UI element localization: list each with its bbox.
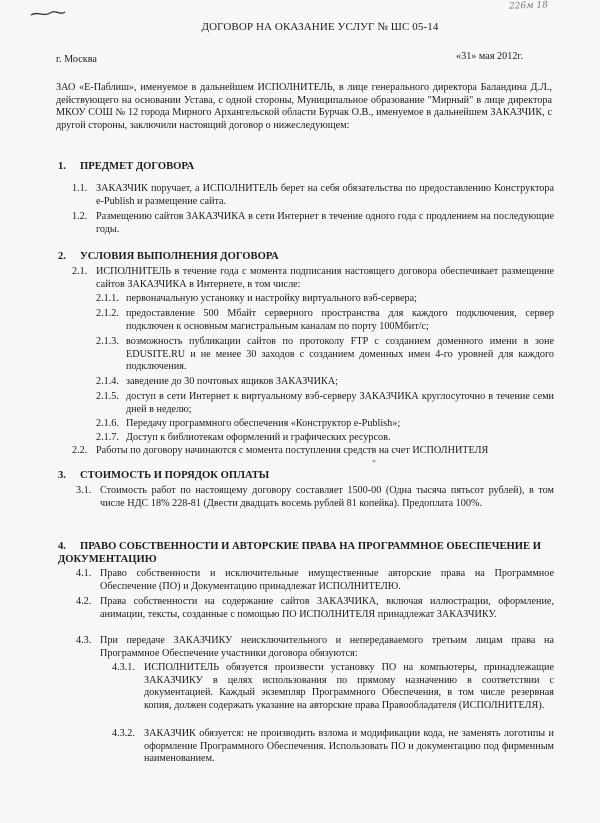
section-title: ПРЕДМЕТ ДОГОВОРА (80, 161, 195, 172)
clause-4-3 (76, 635, 554, 660)
clause-number: 4.3. (76, 635, 92, 646)
clause-number: 2.1. (72, 266, 88, 277)
clause-text: ИСПОЛНИТЕЛЬ в течение года с момента подписания настоящего договора обеспечивает размещение сайтов ЗАКАЗЧИКА в Интернете, в том числе: (96, 266, 554, 290)
clause-2-1-3 (96, 336, 554, 374)
clause-text: Право собственности и исключительные имущественные авторские права на Программное Обеспечение (ПО) и Документацию принадлежат ИСПОЛНИТЕЛЮ. (100, 568, 554, 592)
section-number: 3. (58, 470, 66, 481)
contract-date: «31» мая 2012г. (456, 51, 524, 62)
clause-number: 2.1.7. (96, 432, 119, 443)
clause-1-1 (72, 183, 554, 208)
clause-number: 2.1.2. (96, 308, 119, 319)
clause-2-1-6 (96, 418, 554, 431)
clause-text: возможность публикации сайтов по протоколу FTP с созданием доменного имени в зоне EDUSITE.RU и не менее 30 заходов с созданием доменных имен 4-го уровней для каждого подключения. (126, 336, 554, 373)
clause-2-1-7 (96, 432, 554, 445)
clause-text: предоставление 500 Мбайт серверного пространства для каждого подключения, сервер подключен к основным магистральным каналам по порту 100Мбит/с; (126, 308, 554, 332)
handwritten-note: 226м 18 (508, 0, 549, 12)
clause-2-1-5 (96, 391, 554, 416)
pen-scribble-mark (30, 10, 66, 18)
clause-number: 2.1.4. (96, 376, 119, 387)
contract-title: ДОГОВОР НА ОКАЗАНИЕ УСЛУГ № ШС 05-14 (201, 21, 439, 33)
clause-4-1 (76, 568, 554, 593)
clause-number: 1.2. (72, 211, 88, 222)
clause-number: 4.1. (76, 568, 92, 579)
clause-1-2 (72, 211, 554, 236)
section-heading-1 (58, 161, 194, 174)
clause-text: При передаче ЗАКАЗЧИКУ неисключительного и непередаваемого третьим лицам права на Программное Обеспечение участники договора обязуются: (100, 635, 554, 659)
clause-3-1 (76, 485, 554, 510)
clause-4-3-1 (112, 662, 554, 712)
clause-number: 3.1. (76, 485, 92, 496)
clause-number: 1.1. (72, 183, 88, 194)
clause-text: ИСПОЛНИТЕЛЬ обязуется произвести установку ПО на компьютеры, принадлежащие ЗАКАЗЧИКУ в целях использования по прямому назначению в соответствии с документацией. Каждый экземпляр Программного Обеспечения, в том числе резервная копия, должен содержать указание на авторские права Правообладателя (ИСПОЛНИТЕЛЯ). (144, 662, 554, 711)
intro-paragraph: ЗАО «Е-Паблиш», именуемое в дальнейшем ИСПОЛНИТЕЛЬ, в лице генерального директора Баландина Д.Л., действующего на основании Устава, с одной стороны, Муниципальное образование "Мирный" в лице директора МКОУ СОШ № 12 города Мирного Архангельской области Бурчак О.В., именуемое в дальнейшем ЗАКАЗЧИК, с другой стороны, заключили настоящий договор о нижеследующем: (56, 82, 552, 131)
clause-number: 4.3.1. (112, 662, 135, 673)
clause-4-3-2 (112, 728, 554, 766)
section-title: УСЛОВИЯ ВЫПОЛНЕНИЯ ДОГОВОРА (80, 251, 279, 262)
clause-text: ЗАКАЗЧИК поручает, а ИСПОЛНИТЕЛЬ берет на себя обязательства по предоставлению Конструктора e-Publish и размещение сайта. (96, 183, 554, 207)
section-number: 4. (58, 541, 66, 552)
clause-text: Права собственности на содержание сайтов ЗАКАЗЧИКА, включая иллюстрации, оформление, анимации, тексты, созданные с помощью ПО ИСПОЛНИТЕЛЯ принадлежат ЗАКАЗЧИКУ. (100, 596, 554, 620)
clause-2-2 (72, 445, 566, 458)
clause-number: 2.1.1. (96, 293, 119, 304)
section-title: ПРАВО СОБСТВЕННОСТИ И АВТОРСКИЕ ПРАВА НА ПРОГРАММНОЕ ОБЕСПЕЧЕНИЕ И ДОКУМЕНТАЦИЮ (58, 541, 541, 565)
clause-4-2 (76, 596, 554, 621)
clause-number: 2.2. (72, 445, 88, 456)
clause-text: Доступ к библиотекам оформлений и графических ресурсов. (126, 432, 391, 443)
clause-2-1-2 (96, 308, 554, 333)
clause-2-1 (72, 266, 554, 291)
clause-2-1-1 (96, 293, 554, 306)
stray-mark: * (372, 458, 376, 467)
section-number: 1. (58, 161, 66, 172)
clause-number: 4.3.2. (112, 728, 135, 739)
section-title: СТОИМОСТЬ И ПОРЯДОК ОПЛАТЫ (80, 470, 270, 481)
section-heading-3 (58, 470, 269, 483)
clause-number: 4.2. (76, 596, 92, 607)
clause-text: Стоимость работ по настоящему договору составляет 1500-00 (Одна тысяча пятьсот рублей), в том числе НДС 18% 228-81 (Двести двадцать восемь рублей 81 копейка). Предоплата 100%. (100, 485, 554, 509)
section-number: 2. (58, 251, 66, 262)
clause-text: ЗАКАЗЧИК обязуется: не производить взлома и модификации кода, не заменять логотипы и оформление Программного Обеспечения. Использовать ПО и документацию под фирменным наименованием. (144, 728, 554, 765)
clause-number: 2.1.5. (96, 391, 119, 402)
clause-number: 2.1.6. (96, 418, 119, 429)
clause-text: заведение до 30 почтовых ящиков ЗАКАЗЧИКА; (126, 376, 338, 387)
clause-number: 2.1.3. (96, 336, 119, 347)
clause-text: Размещению сайтов ЗАКАЗЧИКА в сети Интернет в течение одного года с продлением на последующие годы. (96, 211, 554, 235)
clause-text: Передачу программного обеспечения «Конструктор e-Publish»; (126, 418, 401, 429)
clause-2-1-4 (96, 376, 554, 389)
section-heading-4 (58, 541, 553, 566)
contract-city: г. Москва (56, 54, 97, 65)
clause-text: доступ в сети Интернет к виртуальному вэб-серверу ЗАКАЗЧИКА круглосуточно в течение семи дней в неделю; (126, 391, 554, 415)
section-heading-2 (58, 251, 279, 264)
clause-text: Работы по договору начинаются с момента поступления средств на счет ИСПОЛНИТЕЛЯ (96, 445, 489, 456)
clause-text: первоначальную установку и настройку виртуального вэб-сервера; (126, 293, 417, 304)
